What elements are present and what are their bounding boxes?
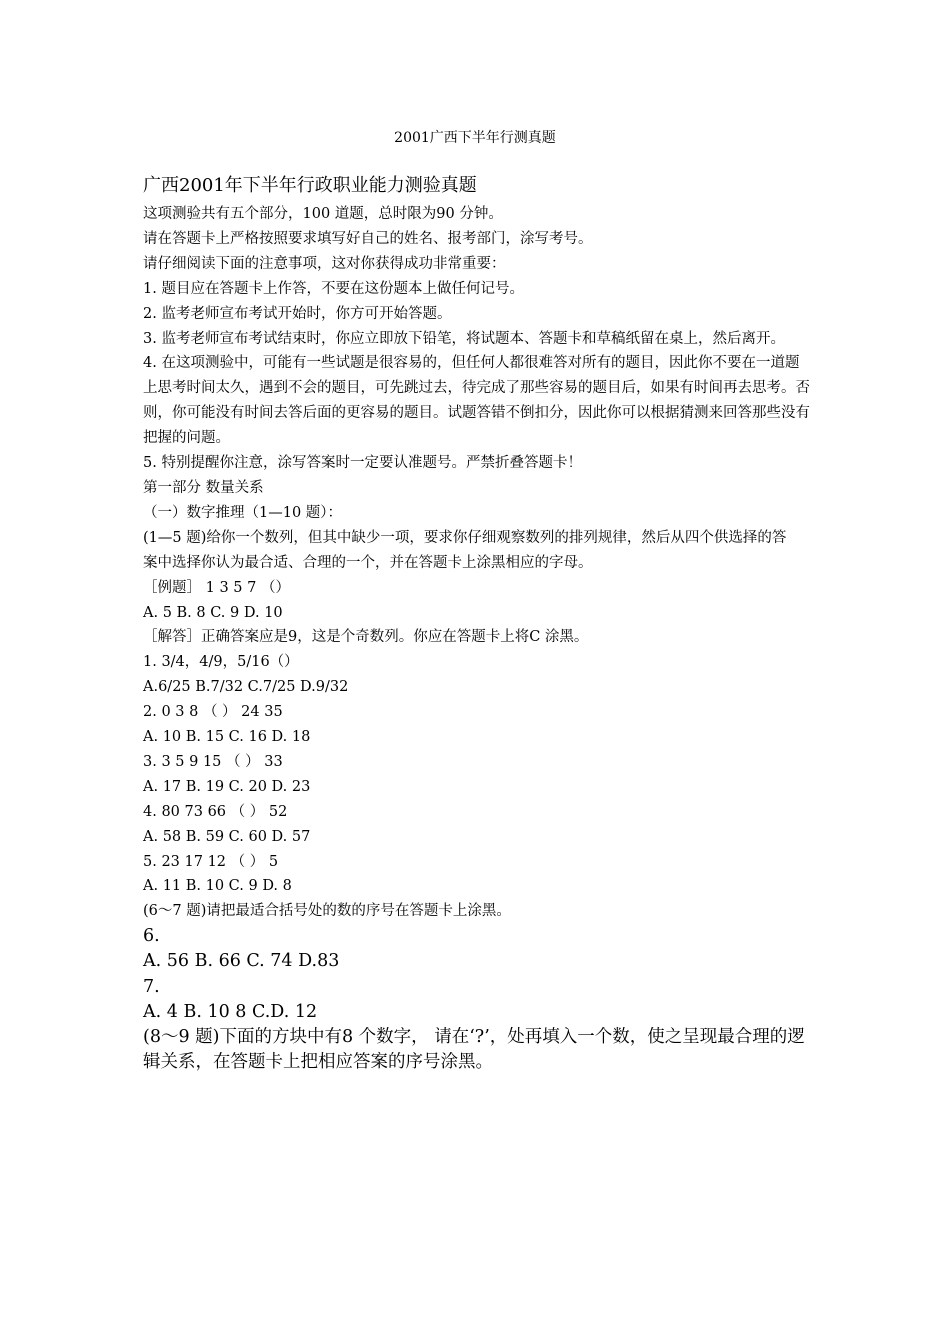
- document-line: 3. 3 5 9 15 （ ） 33: [143, 753, 283, 770]
- document-line: 第一部分 数量关系: [143, 479, 264, 496]
- document-line: 上思考时间太久，遇到不会的题目，可先跳过去，待完成了那些容易的题目后，如果有时间再去思考。否: [143, 380, 810, 397]
- document-line: ［解答］正确答案应是9，这是个奇数列。你应在答题卡上将C 涂黑。: [143, 629, 589, 646]
- document-line: ［例题］ 1 3 5 7 （）: [143, 579, 290, 596]
- document-line: (1—5 题)给你一个数列，但其中缺少一项，要求你仔细观察数列的排列规律，然后从四个供选择的答: [143, 529, 787, 546]
- document-line: A. 5 B. 8 C. 9 D. 10: [143, 604, 283, 621]
- document-line: 案中选择你认为最合适、合理的一个，并在答题卡上涂黑相应的字母。: [143, 554, 593, 571]
- document-line: A. 11 B. 10 C. 9 D. 8: [143, 878, 292, 895]
- document-line: A. 58 B. 59 C. 60 D. 57: [143, 828, 311, 845]
- document-line: 4. 80 73 66 （ ） 52: [143, 803, 288, 820]
- document-line: 1. 题目应在答题卡上作答，不要在这份题本上做任何记号。: [143, 280, 524, 297]
- document-lines: [143, 202, 811, 1076]
- document-line: A.6/25 B.7/32 C.7/25 D.9/32: [143, 679, 349, 696]
- page-header-title: 2001广西下半年行测真题: [394, 130, 556, 146]
- document-line: A. 17 B. 19 C. 20 D. 23: [143, 778, 311, 795]
- document-line: 这项测验共有五个部分，100 道题，总时限为90 分钟。: [143, 206, 503, 222]
- document-line: 5. 23 17 12 （ ） 5: [143, 853, 279, 870]
- document-line: 1. 3/4，4/9，5/16（）: [143, 654, 299, 671]
- document-line: 3. 监考老师宣布考试结束时，你应立即放下铅笔，将试题本、答题卡和草稿纸留在桌上，然后离开。: [143, 330, 785, 347]
- document-line: 辑关系，在答题卡上把相应答案的序号涂黑。: [143, 1052, 493, 1073]
- document-line: 6.: [143, 926, 160, 947]
- document-title: 广西2001年下半年行政职业能力测验真题: [143, 175, 477, 196]
- document-line: 请仔细阅读下面的注意事项，这对你获得成功非常重要：: [143, 255, 506, 272]
- document-line: 把握的问题。: [143, 430, 230, 447]
- document-line: A. 4 B. 10 8 C.D. 12: [143, 1001, 318, 1022]
- document-line: 则，你可能没有时间去答后面的更容易的题目。试题答错不倒扣分，因此你可以根据猜测来回答那些没有: [143, 405, 810, 422]
- document-line: （一）数字推理（1—10 题）：: [143, 504, 343, 521]
- document-body: [143, 172, 811, 1076]
- document-line: A. 10 B. 15 C. 16 D. 18: [143, 729, 311, 746]
- document-line: (8～9 题)下面的方块中有8 个数字， 请在‘?’，处再填入一个数，使之呈现最合理的逻: [143, 1027, 805, 1048]
- document-line: A. 56 B. 66 C. 74 D.83: [143, 951, 340, 972]
- document-line: (6～7 题)请把最适合括号处的数的序号在答题卡上涂黑。: [143, 903, 511, 920]
- document-line: 7.: [143, 976, 160, 997]
- document-line: 2. 0 3 8 （ ） 24 35: [143, 704, 283, 721]
- document-line: 4. 在这项测验中，可能有一些试题是很容易的，但任何人都很难答对所有的题目，因此你不要在一道题: [143, 355, 800, 372]
- document-line: 2. 监考老师宣布考试开始时，你方可开始答题。: [143, 305, 452, 322]
- document-line: 5. 特别提醒你注意，涂写答案时一定要认准题号。严禁折叠答题卡！: [143, 455, 582, 472]
- document-line: 请在答题卡上严格按照要求填写好自己的姓名、报考部门，涂写考号。: [143, 230, 593, 247]
